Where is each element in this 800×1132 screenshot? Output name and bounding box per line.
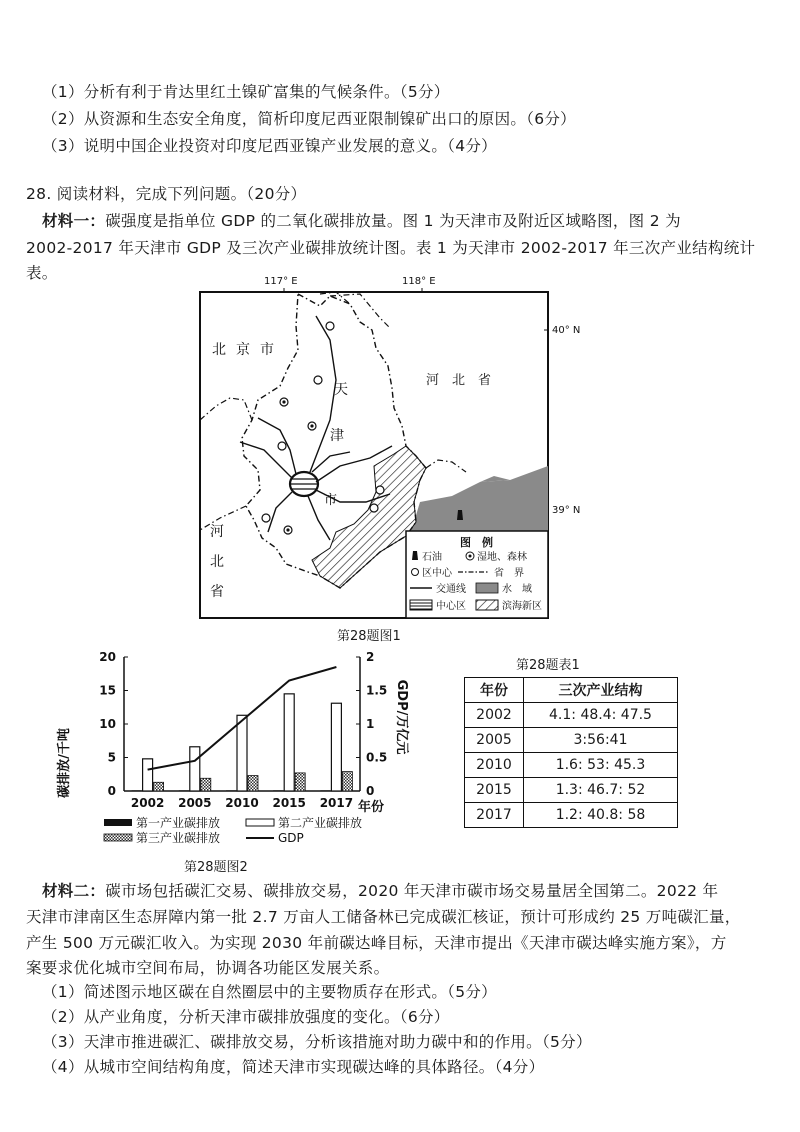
label-beijing-2: 京 bbox=[236, 342, 250, 358]
map-lon-118: 118° E bbox=[402, 276, 436, 287]
table-row bbox=[465, 703, 678, 728]
bar-secondary-2002 bbox=[143, 759, 153, 791]
label-hebei-sw-1: 河 bbox=[210, 524, 224, 540]
bar-tertiary-2002 bbox=[154, 782, 164, 791]
map-lon-117: 117° E bbox=[264, 276, 298, 287]
map-lat-39: 39° N bbox=[552, 505, 581, 516]
legend-wetland-label: 湿地、森林 bbox=[477, 552, 527, 563]
chart-y-tick-label: 5 bbox=[107, 750, 116, 765]
material2-line-1 bbox=[42, 880, 718, 902]
chart-y2-tick-label: 0.5 bbox=[366, 750, 388, 765]
chart-y2-tick-label: 1 bbox=[366, 717, 375, 731]
q28-title: 28. 阅读材料，完成下列问题。（20分） bbox=[26, 185, 307, 203]
chart-y2-tick-label: 0 bbox=[366, 784, 375, 798]
chart-x-tick-label: 2015 bbox=[272, 796, 306, 810]
material2-line-2: 天津市津南区生态屏障内第一批 2.7 万亩人工储备林已完成碳汇核证，预计可形成约 25 万吨碳汇量， bbox=[26, 908, 741, 926]
table-header-row bbox=[465, 678, 678, 703]
material2-text-1: 碳市场包括碳汇交易、碳排放交易，2020 年天津市碳市场交易量居全国第二。2022 年 bbox=[105, 882, 719, 900]
bar-primary-2005 bbox=[179, 790, 189, 791]
chart-xlabel: 年份 bbox=[358, 800, 385, 815]
emission-chart bbox=[57, 645, 409, 855]
chart-x-tick-label: 2002 bbox=[130, 796, 165, 810]
table-row bbox=[465, 753, 678, 778]
table-cell-year: 2010 bbox=[465, 753, 524, 778]
table-caption: 第28题表1 bbox=[516, 658, 580, 673]
legend-binhai-label: 滨海新区 bbox=[502, 601, 542, 612]
tianjin-map bbox=[180, 270, 580, 640]
chart-ylabel: 碳排放/千吨 bbox=[57, 728, 72, 798]
material1-label: 材料一： bbox=[42, 212, 106, 230]
q27-item-1: （1）分析有利于肯达里红土镍矿富集的气候条件。（5分） bbox=[42, 83, 450, 101]
legend-center-label: 中心区 bbox=[436, 601, 466, 612]
legend-district-icon bbox=[412, 569, 419, 576]
bar-secondary-2005 bbox=[190, 747, 200, 791]
material1-line-3: 表。 bbox=[26, 264, 58, 282]
bar-tertiary-2017 bbox=[342, 772, 352, 791]
map-lat-40: 40° N bbox=[552, 325, 581, 336]
table-cell-structure: 1.2: 40.8: 58 bbox=[524, 803, 678, 828]
q28-item-3: （3）天津市推进碳汇、碳排放交易，分析该措施对助力碳中和的作用。（5分） bbox=[42, 1033, 592, 1051]
q28-item-4: （4）从城市空间结构角度，简述天津市实现碳达峰的具体路径。（4分） bbox=[42, 1058, 545, 1076]
chart-y2label: GDP/万亿元 bbox=[394, 679, 409, 755]
label-tianjin-2: 津 bbox=[330, 428, 344, 444]
table-cell-structure: 1.3: 46.7: 52 bbox=[524, 778, 678, 803]
chart-caption: 第28题图2 bbox=[184, 860, 248, 875]
chart-x-tick-label: 2005 bbox=[178, 796, 212, 810]
bar-secondary-2015 bbox=[284, 694, 294, 791]
legend-title: 图 例 bbox=[460, 536, 493, 549]
table-cell-structure: 4.1: 48.4: 47.5 bbox=[524, 703, 678, 728]
label-tianjin-1: 天 bbox=[334, 382, 348, 398]
map-caption: 第28题图1 bbox=[337, 629, 401, 644]
table-header-year: 年份 bbox=[465, 678, 524, 703]
table-cell-year: 2002 bbox=[465, 703, 524, 728]
chart-y2-tick-label: 1.5 bbox=[366, 683, 388, 698]
bar-primary-2002 bbox=[132, 790, 142, 791]
material2-line-4: 案要求优化城市空间布局，协调各功能区发展关系。 bbox=[26, 959, 390, 977]
table-row bbox=[465, 778, 678, 803]
chart-x-tick-label: 2017 bbox=[319, 796, 354, 810]
bar-primary-2010 bbox=[226, 790, 236, 791]
legend-water-label: 水 域 bbox=[502, 584, 532, 595]
q27-item-3: （3）说明中国企业投资对印度尼西亚镍产业发展的意义。（4分） bbox=[42, 137, 497, 155]
table-cell-year: 2015 bbox=[465, 778, 524, 803]
label-hebei-sw-3: 省 bbox=[210, 584, 224, 600]
legend-tertiary-label: 第三产业碳排放 bbox=[136, 831, 221, 845]
legend-binhai-icon bbox=[476, 600, 498, 610]
label-tianjin-3: 市 bbox=[324, 493, 338, 508]
bar-tertiary-2010 bbox=[248, 776, 258, 791]
label-beijing-1: 北 bbox=[212, 342, 226, 358]
chart-y2-tick-label: 2 bbox=[366, 650, 375, 664]
legend-road-label: 交通线 bbox=[436, 584, 466, 595]
material1-line-1 bbox=[42, 210, 681, 232]
legend-wetland-icon bbox=[469, 555, 472, 558]
chart-x-tick-label: 2010 bbox=[225, 796, 259, 810]
legend-oil-label: 石油 bbox=[422, 552, 442, 563]
table-row bbox=[465, 728, 678, 753]
legend-district-label: 区中心 bbox=[422, 568, 452, 579]
bar-primary-2015 bbox=[273, 790, 283, 791]
legend-gdp-label: GDP bbox=[278, 831, 304, 845]
table-cell-year: 2005 bbox=[465, 728, 524, 753]
q27-item-2: （2）从资源和生态安全角度，简析印度尼西亚限制镍矿出口的原因。（6分） bbox=[42, 110, 576, 128]
oil-marker bbox=[457, 510, 463, 520]
label-beijing-3: 市 bbox=[260, 342, 274, 358]
q28-item-2: （2）从产业角度，分析天津市碳排放强度的变化。（6分） bbox=[42, 1008, 450, 1026]
legend-tertiary-swatch bbox=[104, 834, 132, 841]
chart-y-tick-label: 15 bbox=[99, 683, 116, 698]
bar-secondary-2010 bbox=[237, 715, 247, 791]
chart-legend bbox=[104, 815, 362, 845]
bar-tertiary-2015 bbox=[295, 773, 305, 791]
legend-secondary-label: 第二产业碳排放 bbox=[278, 816, 363, 830]
table-cell-structure: 3:56:41 bbox=[524, 728, 678, 753]
table-header-structure: 三次产业结构 bbox=[524, 678, 678, 703]
map-legend bbox=[406, 531, 548, 618]
material1-text-1: 碳强度是指单位 GDP 的二氧化碳排放量。图 1 为天津市及附近区域略图，图 2 为 bbox=[105, 212, 681, 230]
legend-secondary-swatch bbox=[246, 819, 274, 826]
table-cell-structure: 1.6: 53: 45.3 bbox=[524, 753, 678, 778]
material2-label: 材料二： bbox=[42, 882, 106, 900]
bar-tertiary-2005 bbox=[201, 778, 211, 791]
legend-primary-label: 第一产业碳排放 bbox=[136, 816, 221, 830]
bar-primary-2017 bbox=[320, 790, 330, 791]
chart-y-tick-label: 10 bbox=[99, 717, 116, 731]
table-row bbox=[465, 803, 678, 828]
legend-water-icon bbox=[476, 583, 498, 593]
legend-oil-icon bbox=[412, 551, 418, 560]
material1-line-2: 2002-2017 年天津市 GDP 及三次产业碳排放统计图。表 1 为天津市 2002-2017 年三次产业结构统计 bbox=[26, 239, 756, 257]
legend-primary-swatch bbox=[104, 819, 132, 826]
bar-secondary-2017 bbox=[331, 703, 341, 791]
legend-border-label: 省 界 bbox=[494, 568, 524, 579]
chart-y-tick-label: 20 bbox=[99, 650, 116, 664]
label-hebei-ne: 河 北 省 bbox=[426, 373, 492, 388]
q28-item-1: （1）简述图示地区碳在自然圈层中的主要物质存在形式。（5分） bbox=[42, 983, 497, 1001]
label-hebei-sw-2: 北 bbox=[210, 554, 224, 570]
industry-structure-table bbox=[464, 677, 678, 828]
table-cell-year: 2017 bbox=[465, 803, 524, 828]
chart-y-tick-label: 0 bbox=[107, 784, 116, 798]
material2-line-3: 产生 500 万元碳汇收入。为实现 2030 年前碳达峰目标，天津市提出《天津市碳达峰实施方案》，方 bbox=[26, 934, 727, 952]
